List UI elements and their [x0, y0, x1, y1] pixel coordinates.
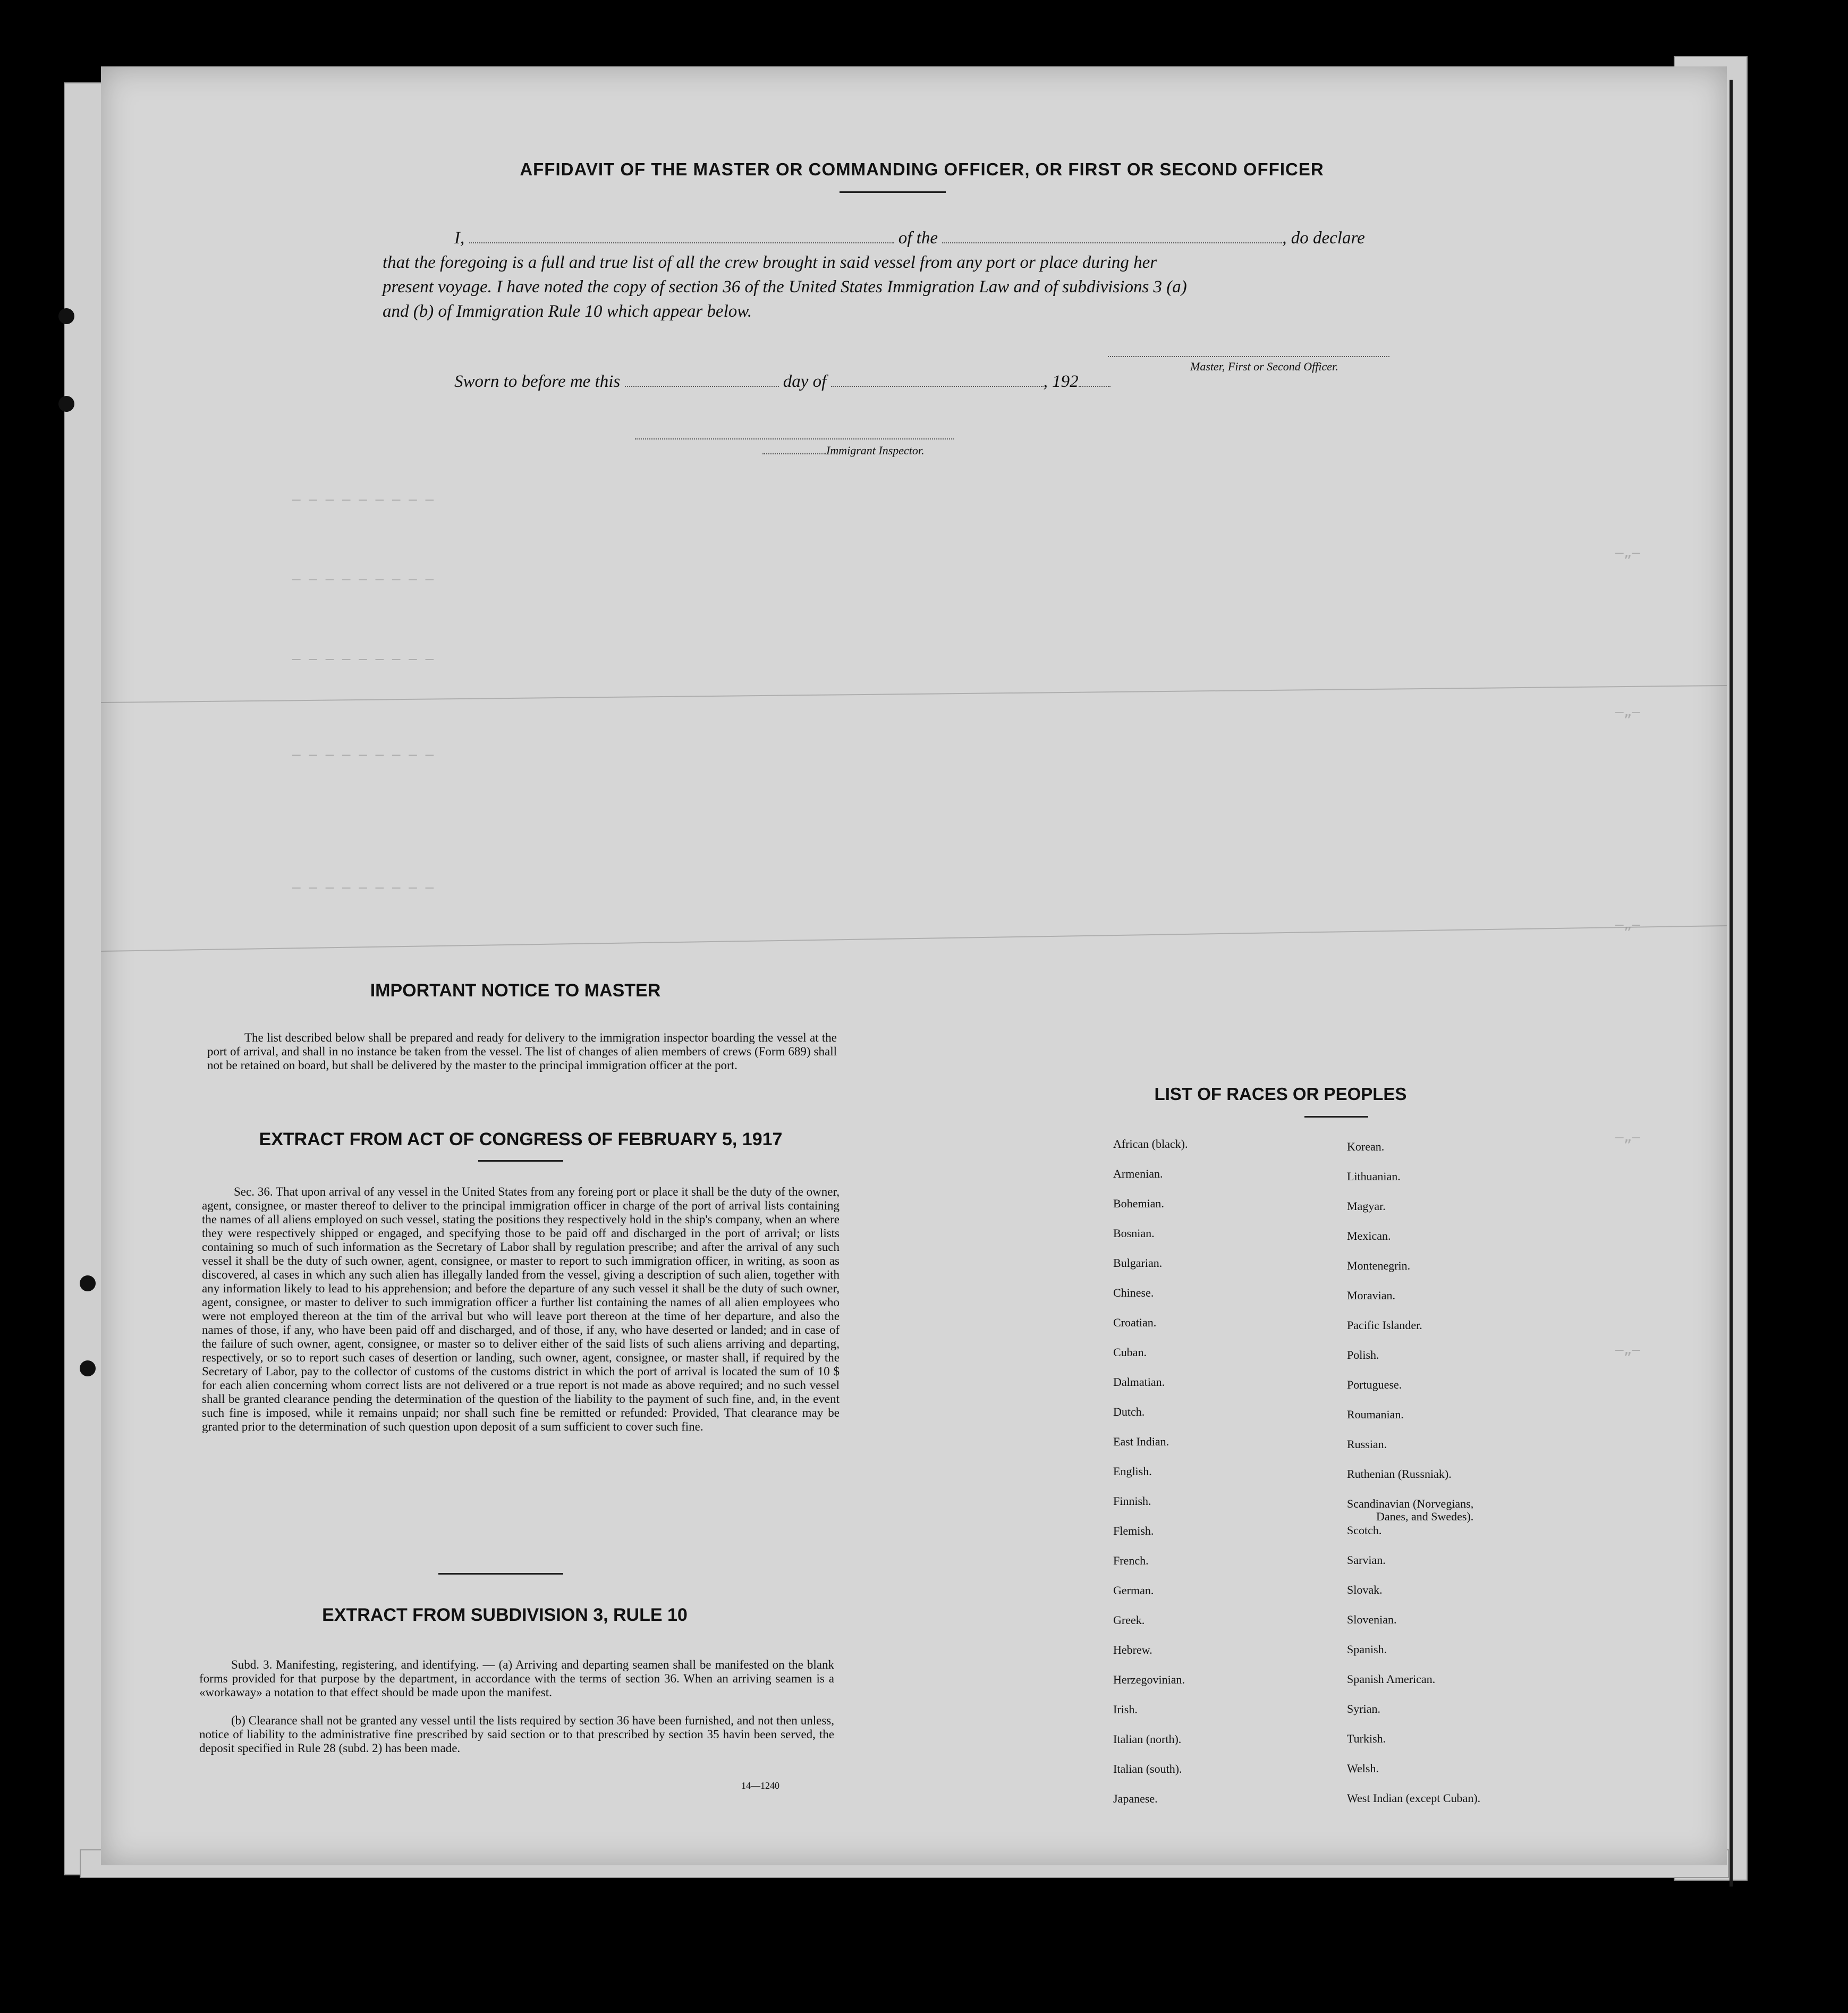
title-underline	[840, 191, 946, 193]
sworn-day-of: day of	[783, 372, 827, 391]
inspector-dots	[762, 453, 826, 454]
race-item: Japanese.	[1113, 1792, 1158, 1805]
bleed-through-text: —„—	[1615, 545, 1640, 561]
bleed-through-text: — — — — — — — — —	[292, 651, 434, 667]
bleed-through-text: —„—	[1615, 1129, 1640, 1145]
race-item: Magyar.	[1347, 1199, 1386, 1213]
race-item: Finnish.	[1113, 1494, 1151, 1508]
race-item: Scandinavian (Norvegians,	[1347, 1497, 1474, 1510]
binder-hole	[80, 1275, 96, 1291]
affidavit-line-4: and (b) of Immigration Rule 10 which appear below.	[383, 302, 752, 321]
race-item: Herzegovinian.	[1113, 1673, 1185, 1686]
race-item: Bulgarian.	[1113, 1256, 1163, 1270]
binder-hole	[58, 308, 74, 324]
races-title: LIST OF RACES OR PEOPLES	[1154, 1084, 1407, 1104]
race-item: Greek.	[1113, 1613, 1145, 1627]
race-item: Polish.	[1347, 1348, 1379, 1361]
affidavit-do-declare: , do declare	[1282, 229, 1365, 248]
affidavit-line-3: present voyage. I have noted the copy of section 36 of the United States Immigration Law and of subdivisions 3 (a)	[383, 277, 1187, 297]
affidavit-line-1	[454, 226, 1559, 250]
bleed-through-text: —„—	[1615, 917, 1640, 933]
binder-hole	[80, 1360, 96, 1376]
sworn-prefix: Sworn to before me this	[454, 372, 621, 391]
race-item: Welsh.	[1347, 1762, 1379, 1775]
race-item: English.	[1113, 1465, 1152, 1478]
affidavit-i: I,	[454, 229, 465, 248]
race-item: East Indian.	[1113, 1435, 1169, 1448]
bleed-through-text: — — — — — — — — —	[292, 571, 434, 587]
inspector-signature-field[interactable]	[635, 433, 954, 439]
race-item: Turkish.	[1347, 1732, 1386, 1745]
rule-title: EXTRACT FROM SUBDIVISION 3, RULE 10	[322, 1605, 688, 1625]
race-item: Italian (north).	[1113, 1732, 1182, 1746]
affidavit-line-2: that the foregoing is a full and true list of all the crew brought in said vessel from any port or place during her	[383, 253, 1157, 272]
race-item: Mexican.	[1347, 1229, 1391, 1242]
sworn-year-field[interactable]	[1079, 386, 1111, 387]
master-caption: Master, First or Second Officer.	[1190, 360, 1338, 373]
sworn-line	[454, 369, 1111, 394]
race-item: Montenegrin.	[1347, 1259, 1411, 1272]
race-item: Armenian.	[1113, 1167, 1163, 1180]
race-item: Croatian.	[1113, 1316, 1157, 1329]
race-item: Dalmatian.	[1113, 1375, 1165, 1389]
race-item: Bohemian.	[1113, 1197, 1164, 1210]
notice-body: The list described below shall be prepared and ready for delivery to the immigration inspector boarding the vessel at the port of arrival, and shall in no instance be taken from the vessel. The list of changes of alien members of crews (Form 689) shall not be retained on board, but shall be delivered by the master to the principal immigration officer at the port.	[207, 1031, 837, 1072]
race-item: Slovak.	[1347, 1583, 1383, 1596]
race-item: Ruthenian (Russniak).	[1347, 1467, 1452, 1481]
race-item: Lithuanian.	[1347, 1170, 1401, 1183]
race-item: Portuguese.	[1347, 1378, 1402, 1391]
act-title: EXTRACT FROM ACT OF CONGRESS OF FEBRUARY 5, 1917	[259, 1129, 783, 1149]
act-end-rule	[438, 1573, 563, 1575]
race-item: Flemish.	[1113, 1524, 1154, 1537]
race-item: Irish.	[1113, 1703, 1138, 1716]
act-body: Sec. 36. That upon arrival of any vessel in the United States from any foreing port or place it shall be the duty of the owner, agent, consignee, or master thereof to deliver to the principal immigration officer in charge of the port of arrival lists containing the names of all aliens employed on such vessel, stating the positions they respectively hold in the ship's company, when an where they were respectively shipped or engaged, and specifying those to be paid off and discharged in the port of arrival; or lists containing so much of such information as the Secretary of Labor shall by regulation prescribe; and after the arrival of any such vessel it shall be the duty of such owner, agent, consignee, or master to report to such immigration officer, in writing, as soon as discovered, al cases in which any such alien has illegally landed from the vessel, giving a description of such alien, together with any information likely to lead to his apprehension; and before the departure of any such vessel it shall be the duty of such owner, agent, consignee, or master to deliver to such immigration officer a further list containing the names of all alien employees who were not employed thereon at the tim of the arrival but who will leave port thereon at the time of her departure, and also the names of those, if any, who have been paid off and discharged, and of those, if any, who have deserted or landed; and in case of the failure of such owner, agent, consignee, or master so to deliver either of the said lists of such aliens arriving and departing, respectively, or so to report such cases of desertion or landing, such owner, agent, consignee, or master shall, if required by the Secretary of Labor, pay to the collector of customs of the customs district in which the port of arrival is located the sum of 10 $ for each alien concerning whom correct lists are not delivered or a true report is not made as above required; and no such vessel shall be granted clearance pending the determination of the question of the liability to the payment of such fine, and, in the event such fine is imposed, while it remains unpaid; nor shall such fine be remitted or refunded: Provided, That clearance may be granted prior to the determination of such question upon deposit of a sum sufficient to cover such fine.	[202, 1185, 840, 1433]
race-item: Korean.	[1347, 1140, 1385, 1153]
affidavit-title: AFFIDAVIT OF THE MASTER OR COMMANDING OFFICER, OR FIRST OR SECOND OFFICER	[520, 159, 1324, 179]
race-item: West Indian (except Cuban).	[1347, 1791, 1481, 1805]
bleed-through-text: — — — — — — — — —	[292, 492, 434, 508]
race-item: African (black).	[1113, 1137, 1188, 1151]
race-item: Roumanian.	[1347, 1408, 1404, 1421]
race-item: Italian (south).	[1113, 1762, 1182, 1775]
race-item: Bosnian.	[1113, 1227, 1155, 1240]
sworn-year: , 192	[1043, 372, 1079, 391]
bleed-through-text: — — — — — — — — —	[292, 879, 434, 895]
back-sheet-divider	[1730, 80, 1733, 1887]
vessel-field[interactable]	[942, 242, 1282, 243]
race-item: Scotch.	[1347, 1524, 1382, 1537]
race-item: French.	[1113, 1554, 1149, 1567]
rule-para-a: Subd. 3. Manifesting, registering, and identifying. — (a) Arriving and departing seamen shall be manifested on the blank forms provided for that purpose by the department, in accordance with the terms of section 36. When an arriving seamen is a «workaway» a notation to that effect should be made upon the manifest.	[199, 1658, 834, 1699]
name-field[interactable]	[469, 242, 894, 243]
race-item: Spanish.	[1347, 1643, 1387, 1656]
sworn-day-field[interactable]	[625, 386, 779, 387]
race-item: Chinese.	[1113, 1286, 1154, 1299]
form-page	[101, 66, 1727, 1865]
notice-title: IMPORTANT NOTICE TO MASTER	[370, 980, 661, 1001]
race-item: Russian.	[1347, 1437, 1387, 1451]
sworn-month-field[interactable]	[831, 386, 1044, 387]
inspector-caption: Immigrant Inspector.	[826, 444, 925, 457]
race-item: Dutch.	[1113, 1405, 1145, 1418]
rule-para-b: (b) Clearance shall not be granted any vessel until the lists required by section 36 have been furnished, and not then unless, notice of liability to the administrative fine prescribed by said section or to that prescribed by section 35 havin been served, the deposit specified in Rule 28 (subd. 2) has been made.	[199, 1714, 834, 1755]
race-item: Syrian.	[1347, 1702, 1380, 1715]
affidavit-of-the: of the	[898, 229, 938, 248]
race-item: Moravian.	[1347, 1289, 1396, 1302]
races-title-underline	[1304, 1116, 1368, 1118]
race-item: Cuban.	[1113, 1346, 1147, 1359]
race-item: Hebrew.	[1113, 1643, 1152, 1656]
race-item: Spanish American.	[1347, 1672, 1436, 1686]
master-signature-field[interactable]	[1108, 351, 1389, 357]
act-title-underline	[478, 1160, 563, 1162]
race-item: Pacific Islander.	[1347, 1318, 1422, 1332]
race-item: Sarvian.	[1347, 1553, 1386, 1567]
race-item: Slovenian.	[1347, 1613, 1397, 1626]
bleed-through-text: — — — — — — — — —	[292, 747, 434, 763]
bleed-through-line	[101, 685, 1727, 703]
bleed-through-line	[101, 925, 1727, 952]
bleed-through-text: —„—	[1615, 704, 1640, 720]
bleed-through-text: —„—	[1615, 1342, 1640, 1358]
race-item: Danes, and Swedes).	[1376, 1510, 1474, 1523]
inspector-line	[762, 444, 925, 458]
form-number: 14—1240	[741, 1780, 779, 1791]
binder-hole	[58, 396, 74, 412]
race-item: German.	[1113, 1584, 1154, 1597]
